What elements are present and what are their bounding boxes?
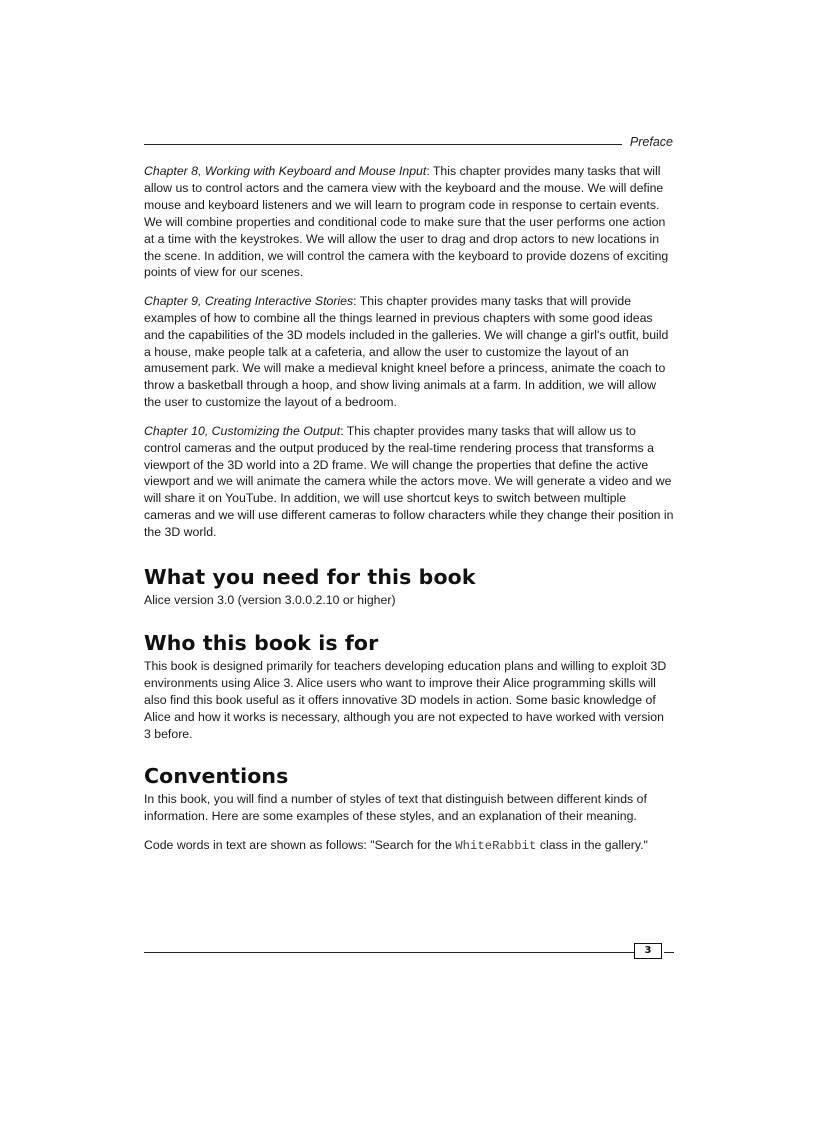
footer-rule-tail bbox=[664, 952, 674, 953]
chapter-title: Chapter 9, Creating Interactive Stories bbox=[144, 293, 354, 308]
page-content bbox=[144, 163, 674, 855]
audience-text: This book is designed primarily for teachers developing education plans and willing to exploit 3D environments using Alice 3. Alice users who want to improve their Alice programming skills will also find this book useful as it offers innovative 3D models in action. Some basic knowledge of Alice and how it works is necessary, although you are not expected to have worked with version 3 before. bbox=[144, 658, 667, 741]
requirements-text: Alice version 3.0 (version 3.0.0.2.10 or higher) bbox=[144, 593, 396, 608]
header-section-label: Preface bbox=[629, 135, 673, 149]
conventions-intro: In this book, you will find a number of styles of text that distinguish between different kinds of information. Here are some examples of these styles, and an explanation of their meaning. bbox=[144, 792, 647, 824]
chapter-title: Chapter 10, Customizing the Output bbox=[144, 423, 341, 438]
code-example-suffix: class in the gallery." bbox=[536, 837, 648, 852]
inline-code: WhiteRabbit bbox=[455, 838, 537, 853]
footer-rule bbox=[144, 952, 634, 953]
page-header bbox=[144, 133, 674, 153]
chapter-description: : This chapter provides many tasks that will allow us to control cameras and the output produced by the real-time rendering process that transforms a viewport of the 3D world into a 2D frame. We will change the properties that define the active viewport and we will animate the camera while the actors move. We will generate a video and we will share it on YouTube. In addition, we will use shortcut keys to switch between multiple cameras and we will use different cameras to follow characters while they change their position in the 3D world. bbox=[144, 423, 674, 540]
chapter-9-summary bbox=[144, 293, 674, 411]
code-example-prefix: Code words in text are shown as follows: "Search for the bbox=[144, 837, 456, 852]
conventions-code-example bbox=[144, 837, 674, 855]
chapter-description: : This chapter provides many tasks that will allow us to control actors and the camera view with the keyboard and the mouse. We will define mouse and keyboard listeners and we will learn to program code in response to certain events. We will combine properties and conditional code to make sure that the user performs one action at a time with the keystrokes. We will allow the user to drag and drop actors to new locations in the scene. In addition, we will control the camera with the keyboard to provide dozens of exciting points of view for our scenes. bbox=[144, 164, 669, 280]
page-number: 3 bbox=[634, 943, 662, 959]
section-heading-conventions: Conventions bbox=[144, 764, 289, 789]
section-heading-requirements: What you need for this book bbox=[144, 565, 476, 590]
chapter-title: Chapter 8, Working with Keyboard and Mouse Input bbox=[144, 164, 427, 178]
chapter-description: : This chapter provides many tasks that will provide examples of how to combine all the things learned in previous chapters with some good ideas and the capabilities of the 3D models included in the galleries. We will change a girl's outfit, build a house, make people talk at a cafeteria, and allow the user to customize the layout of an amusement park. We will make a medieval knight kneel before a princess, animate the coach to throw a basketball through a hoop, and show living animals at a farm. In addition, we will allow the user to customize the layout of a bedroom. bbox=[144, 293, 669, 410]
chapter-8-summary bbox=[144, 163, 674, 281]
page-footer bbox=[144, 943, 674, 963]
chapter-10-summary bbox=[144, 423, 674, 541]
section-heading-audience: Who this book is for bbox=[144, 630, 379, 655]
header-rule bbox=[144, 144, 622, 145]
